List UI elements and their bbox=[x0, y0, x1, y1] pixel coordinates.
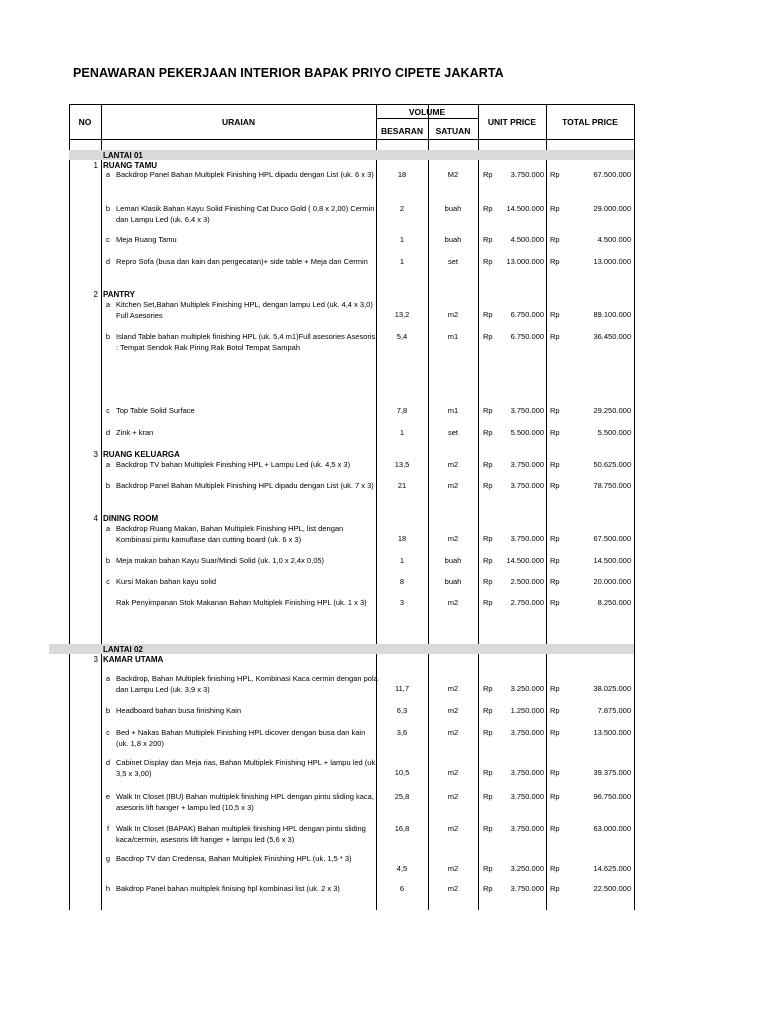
item-total-price: 38.025.000 bbox=[593, 684, 631, 693]
unit-currency: Rp bbox=[483, 728, 493, 737]
item-description: Backdrop Ruang Makan, Bahan Multiplek Finishing HPL, list dengan Kombinasi pintu kamuflase dan cutting board (uk. 6 x 3) bbox=[116, 524, 344, 544]
total-currency: Rp bbox=[550, 204, 560, 213]
item-total-price: 67.500.000 bbox=[593, 170, 631, 179]
item-besaran: 6,3 bbox=[396, 706, 408, 715]
item-description: Backdrop TV bahan Multiplek Finishing HPL + Lampu Led (uk. 4,5 x 3) bbox=[116, 460, 351, 469]
item-unit-price: 6.750.000 bbox=[510, 332, 544, 341]
item-besaran: 13,5 bbox=[394, 460, 410, 469]
unit-currency: Rp bbox=[483, 406, 493, 415]
unit-currency: Rp bbox=[483, 684, 493, 693]
section-name: KAMAR UTAMA bbox=[103, 655, 164, 664]
total-currency: Rp bbox=[550, 406, 560, 415]
header-volume: VOLUME bbox=[408, 107, 446, 117]
unit-currency: Rp bbox=[483, 577, 493, 586]
item-total-price: 63.000.000 bbox=[593, 824, 631, 833]
item-letter: d bbox=[105, 428, 111, 437]
item-description: Walk In Closet (BAPAK) Bahan multiplek finishing HPL dengan pintu sliding kaca/cermin, asesoris lift hanger + lampu led (5,6 x 3) bbox=[116, 824, 366, 844]
unit-currency: Rp bbox=[483, 481, 493, 490]
item-unit-price: 14.500.000 bbox=[506, 556, 544, 565]
item-unit-price: 6.750.000 bbox=[510, 310, 544, 319]
item-description: Meja makan bahan Kayu Suar/Mindi Solid (uk. 1,0 x 2,4x 0,05) bbox=[116, 556, 325, 565]
item-besaran: 18 bbox=[397, 170, 407, 179]
total-currency: Rp bbox=[550, 706, 560, 715]
item-unit-price: 3.750.000 bbox=[510, 824, 544, 833]
item-total-price: 5.500.000 bbox=[597, 428, 631, 437]
item-letter: a bbox=[105, 674, 111, 683]
unit-currency: Rp bbox=[483, 598, 493, 607]
item-besaran: 13,2 bbox=[394, 310, 410, 319]
total-currency: Rp bbox=[550, 310, 560, 319]
item-letter: h bbox=[105, 884, 111, 893]
item-letter: a bbox=[105, 460, 111, 469]
item-description: Cabinet Display dan Meja rias, Bahan Multiplek Finishing HPL + lampu led (uk. 3,5 x 3,00) bbox=[116, 758, 378, 778]
item-letter: d bbox=[105, 257, 111, 266]
item-satuan: m2 bbox=[447, 792, 459, 801]
section-number: 4 bbox=[93, 514, 98, 523]
unit-currency: Rp bbox=[483, 170, 493, 179]
item-total-price: 50.625.000 bbox=[593, 460, 631, 469]
item-total-price: 29.000.000 bbox=[593, 204, 631, 213]
item-description: Backdrop Panel Bahan Multiplek Finishing HPL dipadu dengan List (uk. 7 x 3) bbox=[116, 481, 374, 490]
item-besaran: 25,8 bbox=[394, 792, 410, 801]
item-letter: c bbox=[106, 406, 110, 415]
item-unit-price: 4.500.000 bbox=[510, 235, 544, 244]
item-letter: a bbox=[105, 170, 111, 179]
item-letter: d bbox=[105, 758, 111, 767]
item-description: Repro Sofa (busa dan kain dan pengecatan)+ side table + Meja dan Cermin bbox=[116, 257, 368, 266]
unit-currency: Rp bbox=[483, 884, 493, 893]
unit-currency: Rp bbox=[483, 792, 493, 801]
total-currency: Rp bbox=[550, 768, 560, 777]
unit-currency: Rp bbox=[483, 428, 493, 437]
unit-currency: Rp bbox=[483, 204, 493, 213]
item-description: Zink + kran bbox=[116, 428, 154, 437]
item-total-price: 89.100.000 bbox=[593, 310, 631, 319]
item-besaran: 10,5 bbox=[394, 768, 410, 777]
unit-currency: Rp bbox=[483, 534, 493, 543]
header-unit-price: UNIT PRICE bbox=[487, 117, 537, 127]
item-letter: b bbox=[105, 706, 111, 715]
item-total-price: 29.250.000 bbox=[593, 406, 631, 415]
item-unit-price: 2.500.000 bbox=[510, 577, 544, 586]
total-currency: Rp bbox=[550, 428, 560, 437]
item-satuan: m2 bbox=[447, 768, 459, 777]
header-satuan: SATUAN bbox=[435, 126, 471, 136]
item-unit-price: 3.750.000 bbox=[510, 768, 544, 777]
item-description: Headboard bahan busa finishing Kain bbox=[116, 706, 242, 715]
item-total-price: 4.500.000 bbox=[597, 235, 631, 244]
unit-currency: Rp bbox=[483, 310, 493, 319]
total-currency: Rp bbox=[550, 864, 560, 873]
item-letter: b bbox=[105, 556, 111, 565]
item-unit-price: 3.750.000 bbox=[510, 884, 544, 893]
item-satuan: m2 bbox=[447, 706, 459, 715]
item-unit-price: 3.750.000 bbox=[510, 534, 544, 543]
item-description: Kitchen Set,Bahan Multiplek Finishing HPL, dengan lampu Led (uk. 4,4 x 3,0) Full Asesories bbox=[116, 300, 373, 320]
unit-currency: Rp bbox=[483, 706, 493, 715]
item-unit-price: 3.750.000 bbox=[510, 792, 544, 801]
section-name: RUANG TAMU bbox=[103, 161, 158, 170]
item-description: Island Table bahan multiplek finishing HPL (uk. 5,4 m1)Full asesories Asesoris : Tempat Sendok Rak Piring Rak Botol Tempat Sampah bbox=[116, 332, 376, 352]
item-letter: b bbox=[105, 332, 111, 341]
item-total-price: 96.750.000 bbox=[593, 792, 631, 801]
total-currency: Rp bbox=[550, 481, 560, 490]
item-besaran: 16,8 bbox=[394, 824, 410, 833]
total-currency: Rp bbox=[550, 792, 560, 801]
total-currency: Rp bbox=[550, 728, 560, 737]
item-besaran: 1 bbox=[399, 428, 405, 437]
item-besaran: 4,5 bbox=[396, 864, 408, 873]
total-currency: Rp bbox=[550, 684, 560, 693]
item-besaran: 6 bbox=[399, 884, 405, 893]
unit-currency: Rp bbox=[483, 460, 493, 469]
item-satuan: m2 bbox=[447, 728, 459, 737]
item-description: Lemari Klasik Bahan Kayu Solid Finishing Cat Duco Gold ( 0,8 x 2,00) Cermin dan Lampu Led (uk. 6,4 x 3) bbox=[116, 204, 375, 224]
item-besaran: 18 bbox=[397, 534, 407, 543]
item-total-price: 67.500.000 bbox=[593, 534, 631, 543]
item-besaran: 7,8 bbox=[396, 406, 408, 415]
total-currency: Rp bbox=[550, 577, 560, 586]
item-unit-price: 1.250.000 bbox=[510, 706, 544, 715]
total-currency: Rp bbox=[550, 824, 560, 833]
total-currency: Rp bbox=[550, 598, 560, 607]
item-description: Backdrop, Bahan Multiplek finishing HPL, Kombinasi Kaca cermin dengan pola dan Lampu Led (uk. 3,9 x 3) bbox=[116, 674, 378, 694]
item-satuan: set bbox=[447, 428, 458, 437]
item-total-price: 13.000.000 bbox=[593, 257, 631, 266]
floor-band bbox=[69, 150, 634, 160]
item-letter: f bbox=[106, 824, 110, 833]
item-letter: a bbox=[105, 300, 111, 309]
item-besaran: 8 bbox=[399, 577, 405, 586]
section-number: 1 bbox=[93, 161, 98, 170]
item-satuan: m2 bbox=[447, 481, 459, 490]
item-description: Meja Ruang Tamu bbox=[116, 235, 177, 244]
item-besaran: 11,7 bbox=[394, 684, 410, 693]
item-total-price: 36.450.000 bbox=[593, 332, 631, 341]
section-name: PANTRY bbox=[103, 290, 135, 299]
item-description: Bed + Nakas Bahan Multiplek Finishing HPL dicover dengan busa dan kain (uk. 1,8 x 200) bbox=[116, 728, 366, 748]
item-unit-price: 3.750.000 bbox=[510, 406, 544, 415]
item-satuan: buah bbox=[444, 556, 462, 565]
item-description: Kursi Makan bahan kayu solid bbox=[116, 577, 217, 586]
document-title: PENAWARAN PEKERJAAN INTERIOR BAPAK PRIYO CIPETE JAKARTA bbox=[73, 66, 504, 80]
item-letter: b bbox=[105, 481, 111, 490]
item-letter: c bbox=[106, 728, 110, 737]
item-satuan: m2 bbox=[447, 460, 459, 469]
item-besaran: 2 bbox=[399, 204, 405, 213]
unit-currency: Rp bbox=[483, 257, 493, 266]
header-besaran: BESARAN bbox=[380, 126, 424, 136]
item-satuan: m1 bbox=[447, 406, 459, 415]
item-letter: c bbox=[106, 235, 110, 244]
item-besaran: 1 bbox=[399, 235, 405, 244]
total-currency: Rp bbox=[550, 460, 560, 469]
total-currency: Rp bbox=[550, 884, 560, 893]
item-total-price: 39.375.000 bbox=[593, 768, 631, 777]
item-total-price: 7.875.000 bbox=[597, 706, 631, 715]
item-unit-price: 3.250.000 bbox=[510, 684, 544, 693]
header-uraian: URAIAN bbox=[221, 117, 256, 127]
total-currency: Rp bbox=[550, 556, 560, 565]
item-satuan: m2 bbox=[447, 534, 459, 543]
item-unit-price: 13.000.000 bbox=[506, 257, 544, 266]
item-unit-price: 5.500.000 bbox=[510, 428, 544, 437]
section-number: 3 bbox=[93, 450, 98, 459]
item-description: Bakdrop Panel bahan multiplek finising hpl kombinasi list (uk. 2 x 3) bbox=[116, 884, 340, 893]
item-letter: e bbox=[105, 792, 111, 801]
item-satuan: buah bbox=[444, 204, 462, 213]
item-satuan: m1 bbox=[447, 332, 459, 341]
item-unit-price: 3.750.000 bbox=[510, 460, 544, 469]
section-name: DINING ROOM bbox=[103, 514, 159, 523]
floor-label: LANTAI 01 bbox=[103, 151, 143, 160]
item-total-price: 78.750.000 bbox=[593, 481, 631, 490]
total-currency: Rp bbox=[550, 332, 560, 341]
item-unit-price: 2.750.000 bbox=[510, 598, 544, 607]
item-total-price: 20.000.000 bbox=[593, 577, 631, 586]
item-description: Top Table Solid Surface bbox=[116, 406, 195, 415]
item-besaran: 1 bbox=[399, 556, 405, 565]
item-description: Walk In Closet (IBU) Bahan multiplek finishing HPL dengan pintu sliding kaca, asesoris lift hanger + lampu led (10,5 x 3) bbox=[116, 792, 374, 812]
item-total-price: 8.250.000 bbox=[597, 598, 631, 607]
item-total-price: 14.625.000 bbox=[593, 864, 631, 873]
total-currency: Rp bbox=[550, 257, 560, 266]
item-description: Bacdrop TV dan Credensa, Bahan Multiplek Finishing HPL (uk. 1,5 * 3) bbox=[116, 854, 352, 863]
item-satuan: m2 bbox=[447, 884, 459, 893]
item-unit-price: 3.750.000 bbox=[510, 481, 544, 490]
unit-currency: Rp bbox=[483, 556, 493, 565]
item-unit-price: 3.750.000 bbox=[510, 728, 544, 737]
item-satuan: m2 bbox=[447, 598, 459, 607]
item-besaran: 5,4 bbox=[396, 332, 408, 341]
header-no: NO bbox=[78, 117, 92, 127]
item-satuan: buah bbox=[444, 577, 462, 586]
total-currency: Rp bbox=[550, 170, 560, 179]
item-letter: a bbox=[105, 524, 111, 533]
item-letter: b bbox=[105, 204, 111, 213]
unit-currency: Rp bbox=[483, 768, 493, 777]
item-satuan: set bbox=[447, 257, 458, 266]
item-satuan: m2 bbox=[447, 864, 459, 873]
total-currency: Rp bbox=[550, 534, 560, 543]
item-satuan: m2 bbox=[447, 824, 459, 833]
floor-label: LANTAI 02 bbox=[103, 645, 143, 654]
item-besaran: 21 bbox=[397, 481, 407, 490]
item-description: Rak Penyimpanan Stok Makanan Bahan Multiplek Finishing HPL (uk. 1 x 3) bbox=[116, 598, 367, 607]
total-currency: Rp bbox=[550, 235, 560, 244]
item-besaran: 1 bbox=[399, 257, 405, 266]
unit-currency: Rp bbox=[483, 332, 493, 341]
quotation-table bbox=[69, 104, 634, 910]
item-satuan: m2 bbox=[447, 684, 459, 693]
item-besaran: 3,6 bbox=[396, 728, 408, 737]
section-number: 3 bbox=[93, 655, 98, 664]
unit-currency: Rp bbox=[483, 864, 493, 873]
item-total-price: 13.500.000 bbox=[593, 728, 631, 737]
item-satuan: buah bbox=[444, 235, 462, 244]
section-name: RUANG KELUARGA bbox=[103, 450, 180, 459]
item-letter: c bbox=[106, 577, 110, 586]
item-letter: g bbox=[105, 854, 111, 863]
unit-currency: Rp bbox=[483, 824, 493, 833]
item-unit-price: 3.750.000 bbox=[510, 170, 544, 179]
item-unit-price: 14.500.000 bbox=[506, 204, 544, 213]
item-besaran: 3 bbox=[399, 598, 405, 607]
unit-currency: Rp bbox=[483, 235, 493, 244]
header-total-price: TOTAL PRICE bbox=[562, 117, 618, 127]
item-total-price: 14.500.000 bbox=[593, 556, 631, 565]
item-unit-price: 3.250.000 bbox=[510, 864, 544, 873]
item-satuan: m2 bbox=[447, 310, 459, 319]
item-satuan: M2 bbox=[447, 170, 459, 179]
item-total-price: 22.500.000 bbox=[593, 884, 631, 893]
item-description: Backdrop Panel Bahan Multiplek Finishing HPL dipadu dengan List (uk. 6 x 3) bbox=[116, 170, 374, 179]
section-number: 2 bbox=[93, 290, 98, 299]
